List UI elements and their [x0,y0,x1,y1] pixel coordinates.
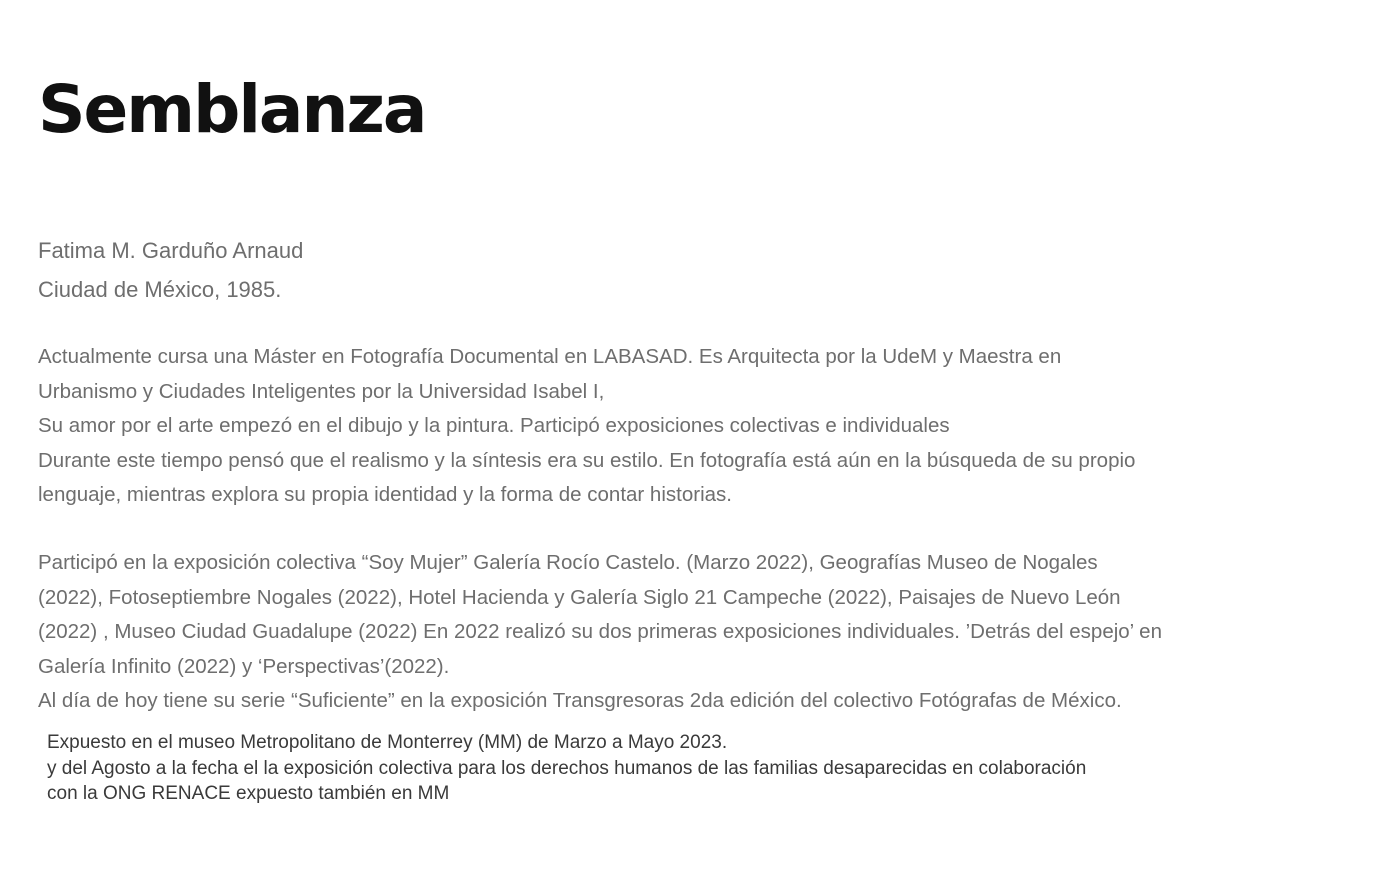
exhibition-line: Galería Infinito (2022) y ‘Perspectivas’(2022). [38,654,450,678]
bio-paragraph-1 [38,340,1308,513]
author-origin: Ciudad de México, 1985. [38,277,282,302]
bio-line: Su amor por el arte empezó en el dibujo y la pintura. Participó exposiciones colectivas e individuales [38,414,950,437]
bio-line: lenguaje, mientras explora su propia identidad y la forma de contar historias. [38,483,732,506]
page-title: Semblanza [38,71,426,148]
bio-line: Durante este tiempo pensó que el realismo y la síntesis era su estilo. En fotografía está aún en la búsqueda de su propio [38,448,1136,472]
exhibition-line: Al día de hoy tiene su serie “Suficiente” en la exposición Transgresoras 2da edición del colectivo Fotógrafas de México. [38,689,1122,712]
author-name: Fatima M. Garduño Arnaud [38,238,304,263]
note-line: y del Agosto a la fecha el la exposición colectiva para los derechos humanos de las familias desaparecidas en colaboración [47,757,1087,779]
bio-paragraph-2 [38,546,1308,719]
note-line: Expuesto en el museo Metropolitano de Monterrey (MM) de Marzo a Mayo 2023. [47,732,728,753]
exhibition-line: Participó en la exposición colectiva “Soy Mujer” Galería Rocío Castelo. (Marzo 2022), Geografías Museo de Nogales [38,551,1098,574]
exhibition-note [47,730,1347,807]
author-block [38,231,1308,309]
bio-line: Urbanismo y Ciudades Inteligentes por la Universidad Isabel I, [38,379,605,403]
note-line: con la ONG RENACE expuesto también en MM [47,783,450,804]
exhibition-line: (2022) , Museo Ciudad Guadalupe (2022) En 2022 realizó su dos primeras exposiciones individuales. ’Detrás del espejo’ en [38,620,1162,643]
exhibition-line: (2022), Fotoseptiembre Nogales (2022), Hotel Hacienda y Galería Siglo 21 Campeche (2022), Paisajes de Nuevo León [38,585,1121,609]
bio-line: Actualmente cursa una Máster en Fotografía Documental en LABASAD. Es Arquitecta por la UdeM y Maestra en [38,345,1062,368]
